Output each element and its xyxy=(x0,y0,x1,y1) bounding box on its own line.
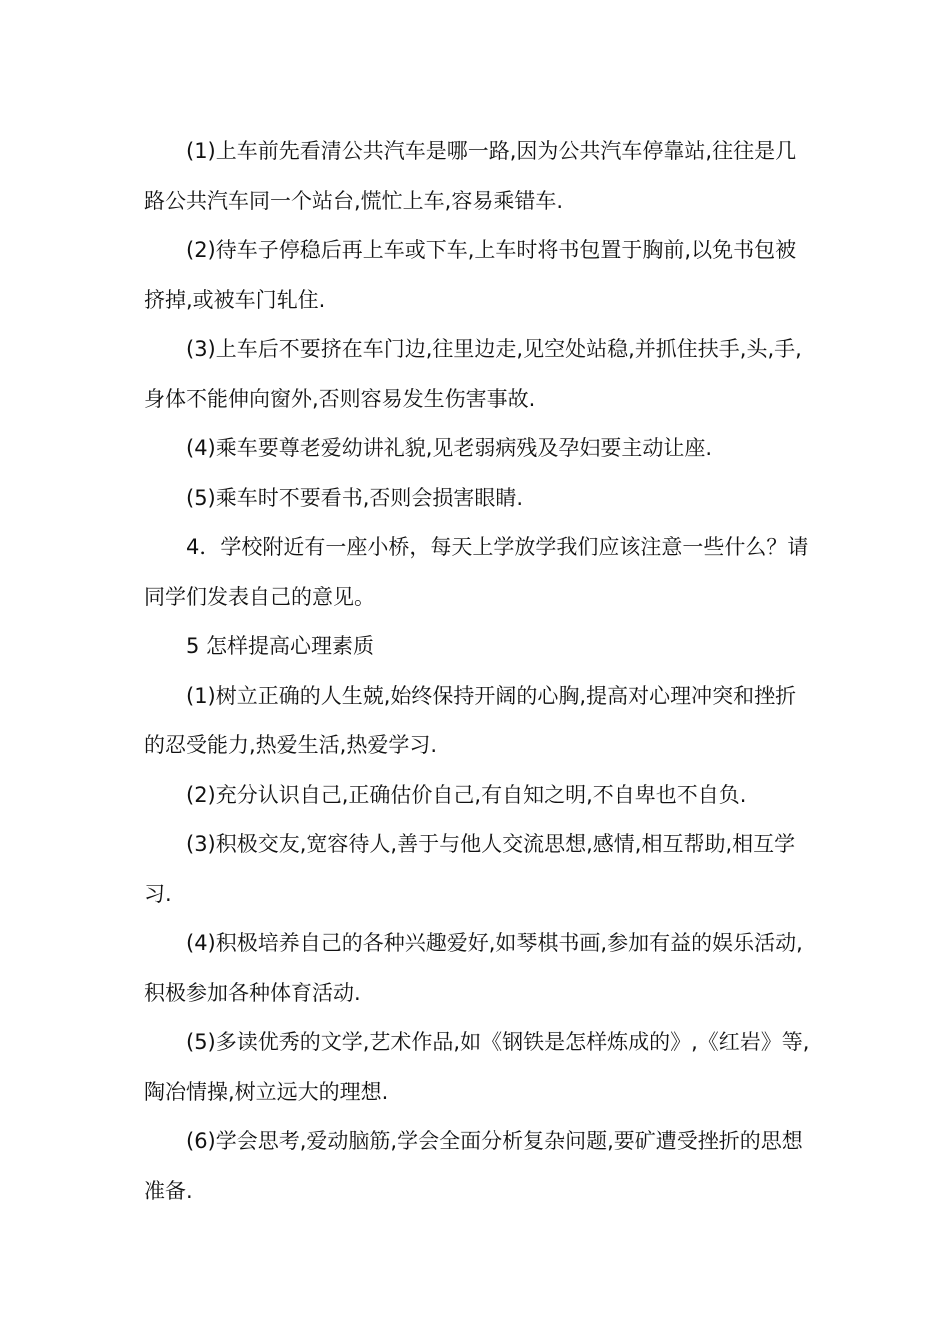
paragraph-friendship: (3)积极交友,宽容待人,善于与他人交流思想,感情,相互帮助,相互学习. xyxy=(144,832,796,906)
paragraph-reading: (5)多读优秀的文学,艺术作品,如《钢铁是怎样炼成的》,《红岩》等,陶冶情操,树立远大的理想. xyxy=(144,1030,810,1104)
document-body xyxy=(144,127,812,1216)
paragraph-bus-route: (1)上车前先看清公共汽车是哪一路,因为公共汽车停靠站,往往是几路公共汽车同一个站台,慌忙上车,容易乘错车. xyxy=(144,139,797,213)
paragraph-hobbies: (4)积极培养自己的各种兴趣爱好,如琴棋书画,参加有益的娱乐活动,积极参加各种体育活动. xyxy=(144,931,803,1005)
section-heading-psychology: 5 怎样提高心理素质 xyxy=(186,634,375,658)
paragraph-wait-stop: (2)待车子停稳后再上车或下车,上车时将书包置于胸前,以免书包被挤掉,或被车门轧住. xyxy=(144,238,797,312)
paragraph-self-knowledge: (2)充分认识自己,正确估价自己,有自知之明,不自卑也不自负. xyxy=(186,782,747,807)
paragraph-courtesy: (4)乘车要尊老爱幼讲礼貌,见老弱病残及孕妇要主动让座. xyxy=(186,436,713,460)
paragraph-thinking: (6)学会思考,爱动脑筋,学会全面分析复杂问题,要矿遭受挫折的思想准备. xyxy=(144,1129,803,1203)
paragraph-outlook: (1)树立正确的人生兢,始终保持开阔的心胸,提高对心理冲突和挫折的忍受能力,热爱生活,热爱学习. xyxy=(144,683,797,757)
paragraph-no-reading: (5)乘车时不要看书,否则会损害眼睛. xyxy=(186,485,524,510)
paragraph-bridge-question: 4．学校附近有一座小桥，每天上学放学我们应该注意一些什么？请同学们发表自己的意见。 xyxy=(144,535,809,609)
paragraph-no-crowding: (3)上车后不要挤在车门边,往里边走,见空处站稳,并抓住扶手,头,手,身体不能伸向窗外,否则容易发生伤害事故. xyxy=(144,337,802,411)
